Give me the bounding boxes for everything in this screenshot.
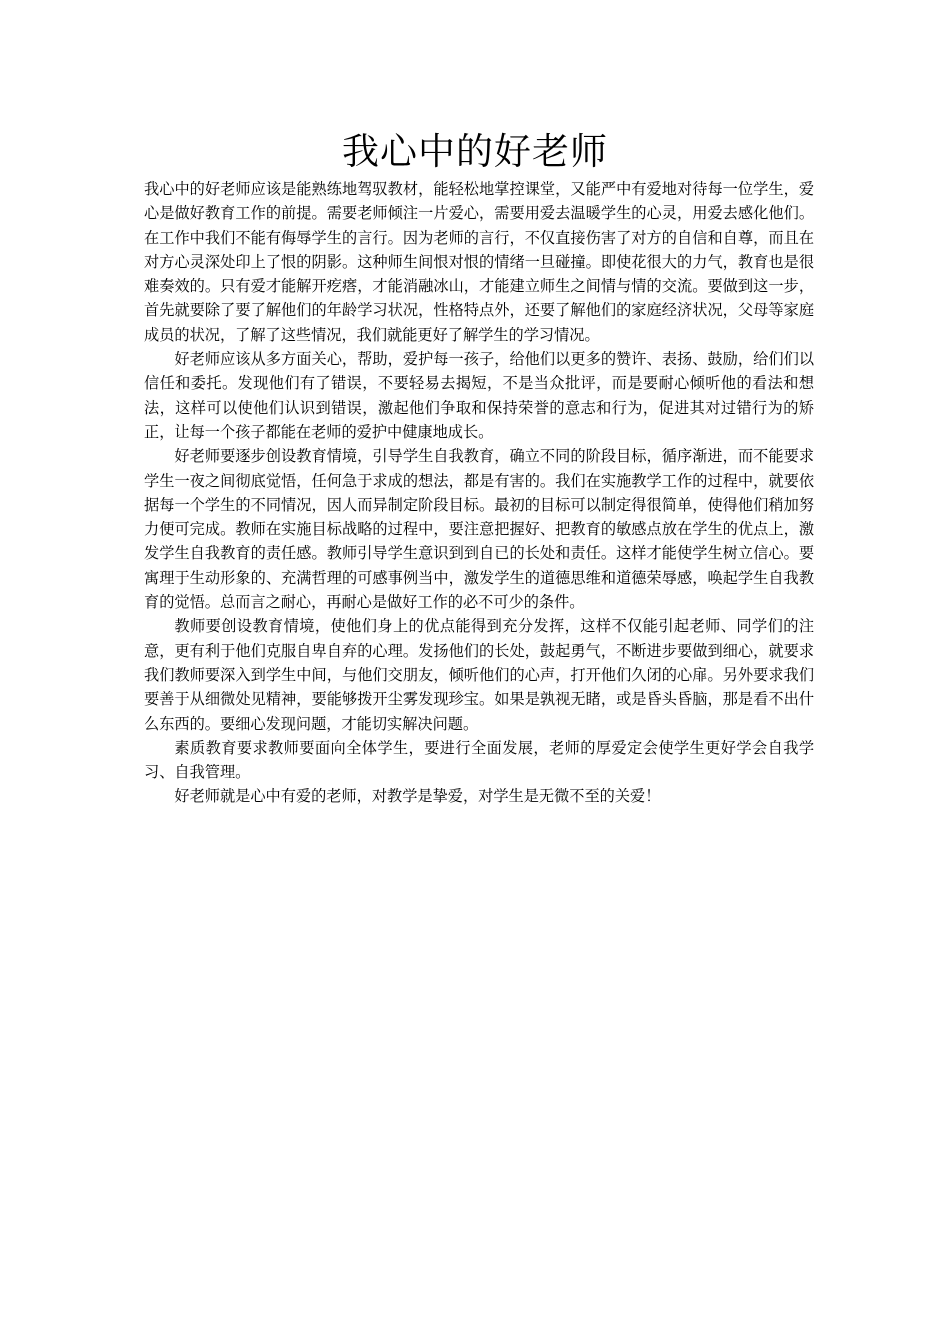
paragraph-1: 我心中的好老师应该是能熟练地驾驭教材，能轻松地掌控课堂，又能严中有爱地对待每一位学生，爱心是做好教育工作的前提。需要老师倾注一片爱心，需要用爱去温暖学生的心灵，用爱去感化他们。在工作中我们不能有侮辱学生的言行。因为老师的言行，不仅直接伤害了对方的自信和自尊，而且在对方心灵深处印上了恨的阴影。这种师生间恨对恨的情绪一旦碰撞。即使花很大的力气，教育也是很难奏效的。只有爱才能解开疙瘩，才能消融冰山，才能建立师生之间情与情的交流。要做到这一步，首先就要除了要了解他们的年龄学习状况，性格特点外，还要了解他们的家庭经济状况，父母等家庭成员的状况，了解了这些情况，我们就能更好了解学生的学习情况。 xyxy=(144,180,814,344)
paragraph-2: 好老师应该从多方面关心，帮助，爱护每一孩子，给他们以更多的赞许、表扬、鼓励，给们们以信任和委托。发现他们有了错误，不要轻易去揭短，不是当众批评，而是要耐心倾听他的看法和想法，这样可以使他们认识到错误，激起他们争取和保持荣誉的意志和行为，促进其对过错行为的矫正，让每一个孩子都能在老师的爱护中健康地成长。 xyxy=(144,350,814,441)
document-title: 我心中的好老师 xyxy=(342,130,608,173)
paragraph-5: 素质教育要求教师要面向全体学生，要进行全面发展，老师的厚爱定会使学生更好学会自我学习、自我管理。 xyxy=(144,738,814,782)
paragraph-6: 好老师就是心中有爱的老师，对教学是挚爱，对学生是无微不至的关爱！ xyxy=(174,787,661,806)
paragraph-3: 好老师要逐步创设教育情境，引导学生自我教育，确立不同的阶段目标，循序渐进，而不能要求学生一夜之间彻底觉悟，任何急于求成的想法，都是有害的。我们在实施教学工作的过程中，就要依据每一个学生的不同情况，因人而异制定阶段目标。最初的目标可以制定得很简单，使得他们稍加努力便可完成。教师在实施目标战略的过程中，要注意把握好、把教育的敏感点放在学生的优点上，激发学生自我教育的责任感。教师引导学生意识到到自已的长处和责任。这样才能使学生树立信心。要寓理于生动形象的、充满哲理的可感事例当中，激发学生的道德思维和道德荣辱感，唤起学生自我教育的觉悟。总而言之耐心，再耐心是做好工作的必不可少的条件。 xyxy=(144,447,814,612)
paragraph-4: 教师要创设教育情境，使他们身上的优点能得到充分发挥，这样不仅能引起老师、同学们的注意，更有利于他们克服自卑自弃的心理。发扬他们的长处，鼓起勇气，不断进步要做到细心，就要求我们教师要深入到学生中间，与他们交朋友，倾听他们的心声，打开他们久闭的心扉。另外要求我们要善于从细微处见精神，要能够拨开尘雾发现珍宝。如果是孰视无睹，或是昏头昏脑，那是看不出什么东西的。要细心发现问题，才能切实解决问题。 xyxy=(144,617,814,733)
document-body xyxy=(144,177,814,809)
